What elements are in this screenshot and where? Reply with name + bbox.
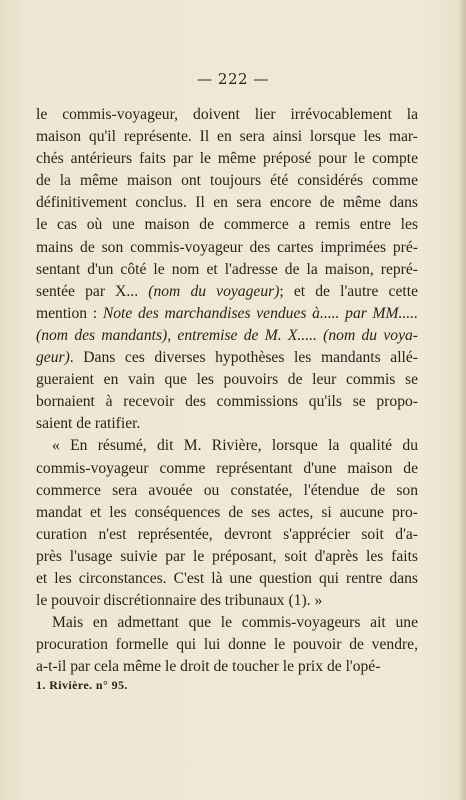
italic-text-segment: (nom des mandants), entremise de M. X..... (nom du voya- bbox=[36, 326, 418, 344]
text-segment: procuration formelle qui lui donne le pouvoir de vendre, bbox=[36, 636, 418, 654]
text-segment: mains de son commis-voyageur des cartes imprimées pré- bbox=[36, 238, 418, 256]
text-line bbox=[36, 634, 418, 656]
text-line bbox=[36, 502, 418, 524]
text-segment: et les circonstances. C'est là une question qui rentre dans bbox=[36, 569, 418, 587]
text-line bbox=[36, 347, 418, 369]
text-line bbox=[36, 590, 418, 612]
text-segment: sentée par X... bbox=[36, 282, 149, 300]
text-segment: mention : bbox=[36, 304, 103, 322]
text-segment: « En résumé, dit M. Rivière, lorsque la qualité du bbox=[52, 437, 418, 455]
footnote: 1. Rivière. n° 95. bbox=[36, 678, 128, 692]
text-line bbox=[36, 391, 418, 413]
text-segment: commis-voyageur comme représentant d'une maison de bbox=[36, 459, 418, 477]
text-segment: ; et de l'autre cette bbox=[279, 282, 418, 300]
text-segment: curation n'est représentée, devront s'apprécier soit d'a- bbox=[36, 525, 418, 543]
text-line bbox=[36, 413, 418, 435]
text-segment: . Dans ces diverses hypothèses les mandants allé- bbox=[69, 349, 418, 367]
text-line bbox=[36, 303, 418, 325]
text-segment: gueraient en vain que les pouvoirs de leur commis se bbox=[36, 371, 418, 389]
italic-text-segment: (nom du voyageur) bbox=[148, 282, 280, 300]
text-segment: définitivement conclus. Il en sera encore de même dans bbox=[36, 194, 418, 212]
text-segment: mandat et les conséquences de ses actes, si aucune pro- bbox=[36, 503, 418, 521]
text-segment: le cas où une maison de commerce a remis entre les bbox=[36, 216, 418, 234]
text-line bbox=[36, 369, 418, 391]
text-segment: de la même maison ont toujours été considérés comme bbox=[36, 172, 418, 190]
italic-text-segment: Note des marchandises vendues à..... par MM..... bbox=[102, 304, 418, 322]
text-segment: saient de ratifier. bbox=[36, 415, 141, 433]
italic-text-segment: geur) bbox=[36, 349, 70, 367]
text-line bbox=[36, 480, 418, 502]
text-segment: a-t-il par cela même le droit de toucher le prix de l'opé- bbox=[36, 658, 381, 676]
text-segment: Mais en admettant que le commis-voyageurs ait une bbox=[52, 614, 418, 632]
text-line bbox=[36, 524, 418, 546]
text-line bbox=[36, 281, 418, 303]
text-line bbox=[36, 192, 418, 214]
text-line bbox=[36, 568, 418, 590]
text-segment: commerce sera avouée ou constatée, l'étendue de son bbox=[36, 481, 418, 499]
text-line bbox=[36, 126, 418, 148]
text-line bbox=[36, 148, 418, 170]
text-line bbox=[36, 214, 418, 236]
text-line bbox=[36, 170, 418, 192]
text-segment: bornaient à recevoir des commissions qu'ils se propo- bbox=[36, 393, 418, 411]
text-segment: maison qu'il représente. Il en sera ainsi lorsque les mar- bbox=[36, 128, 418, 146]
text-line bbox=[36, 104, 418, 126]
text-line bbox=[36, 325, 418, 347]
text-segment: sentant d'un côté le nom et l'adresse de la maison, repré- bbox=[36, 260, 418, 278]
text-line bbox=[36, 612, 418, 634]
text-line bbox=[36, 546, 418, 568]
text-line bbox=[36, 435, 418, 457]
text-segment: le commis-voyageur, doivent lier irrévocablement la bbox=[36, 106, 418, 123]
text-segment: près l'usage suivie par le préposant, soit d'après les faits bbox=[36, 547, 418, 565]
body-text bbox=[36, 104, 418, 678]
text-line bbox=[36, 656, 418, 678]
text-line bbox=[36, 237, 418, 259]
page-number: — 222 — bbox=[197, 70, 269, 88]
text-line bbox=[36, 259, 418, 281]
text-line bbox=[36, 458, 418, 480]
page-edge-shadow bbox=[458, 0, 466, 800]
text-segment: le pouvoir discrétionnaire des tribunaux (1). » bbox=[36, 592, 323, 610]
text-segment: chés antérieurs faits par le même préposé pour le compte bbox=[36, 150, 418, 168]
